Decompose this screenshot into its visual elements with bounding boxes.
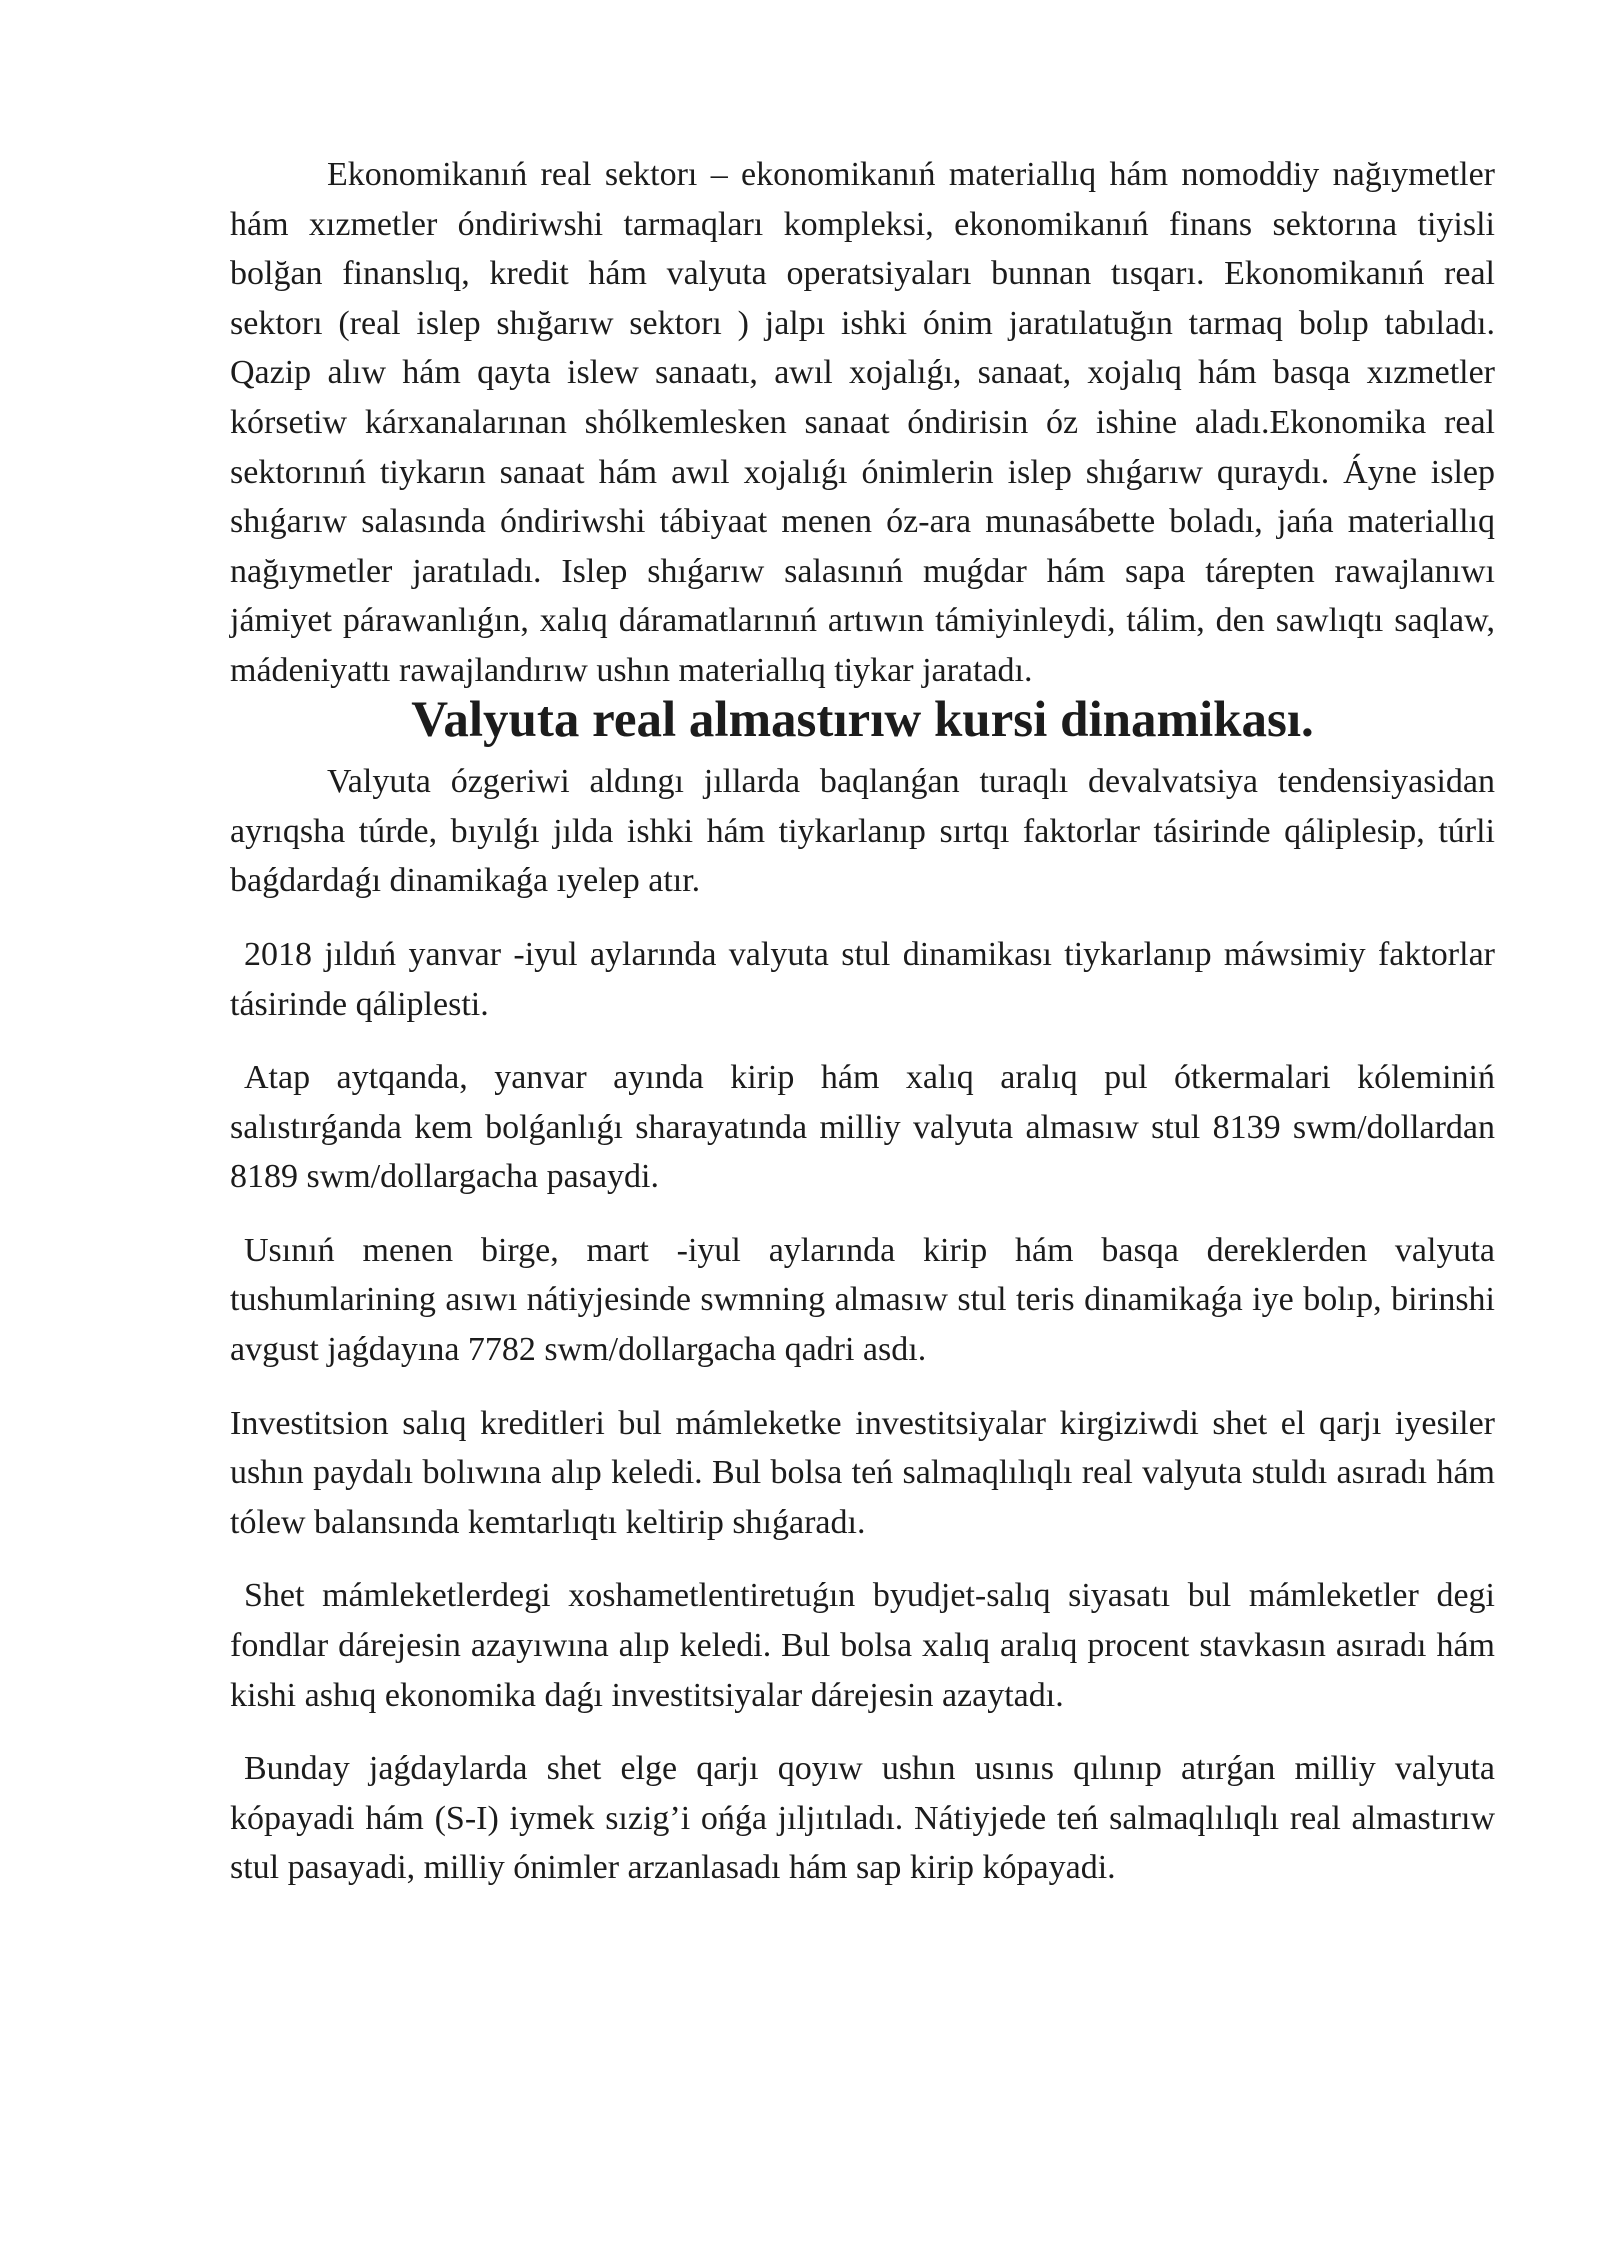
- paragraph-2018-dynamics: 2018 jıldıń yanvar -iyul aylarında valyuta stul dinamikası tiykarlanıp máwsimiy faktorlar tásirinde qáliplesti.: [230, 935, 1495, 1023]
- paragraph-real-sector: Ekonomikanıń real sektorı – ekonomikanıń materiallıq hám nomoddiy nağıymetler hám xızmetler óndiriwshi tarmaqları kompleksi, ekonomikanıń finans sektorına tiyisli bolğan finanslıq, kredit hám valyuta operatsiyaları bunnan tısqarı. Ekonomikanıń real sektorı (real islep shığarıw sektorı ) jalpı ishki ónim jaratılatuğın tarmaq bolıp tabıladı. Qazip alıw hám qayta islew sanaatı, awıl xojalıǵı, sanaat, xojalıq hám basqa xızmetler kórsetiw kárxanalarınan shólkemlesken sanaat óndirisin óz ishine aladı.Ekonomika real sektorınıń tiykarın sanaat hám awıl xojalıǵı ónimlerin islep shıǵarıw quraydı. Áyne islep shıǵarıw salasında óndiriwshi tábiyaat menen óz-ara munasábette boladı, jańa materiallıq nağıymetler jaratıladı. Islep shıǵarıw salasınıń muǵdar hám sapa tárepten rawajlanıwı jámiyet párawanlıǵın, xalıq dáramatlarınıń artıwın támiyinleydi, tálim, den sawlıqtı saqlaw, mádeniyattı rawajlandırıw ushın materiallıq tiykar jaratadı.: [230, 156, 1495, 689]
- paragraph-conclusion: Bunday jaǵdaylarda shet elge qarjı qoyıw ushın usınıs qılınıp atırǵan milliy valyuta kópayadi hám (S-I) iymek sızig’i ońǵa jıljıtıladı. Nátiyjede teń salmaqlılıqlı real almastırıw stul pasayadi, milliy ónimler arzanlasadı hám sap kirip kópayadi.: [230, 1750, 1495, 1887]
- paragraph-march-july: Usınıń menen birge, mart -iyul aylarında kirip hám basqa dereklerden valyuta tushumlarining asıwı nátiyjesinde swmning almasıw stul teris dinamikaǵa iye bolıp, birinshi avgust jaǵdayına 7782 swm/dollargacha qadri asdı.: [230, 1231, 1495, 1369]
- document-page: [230, 150, 1495, 1893]
- paragraph-january-rate: Atap aytqanda, yanvar ayında kirip hám xalıq aralıq pul ótkermalari kóleminiń salıstırǵanda kem bolǵanlıǵı sharayatında milliy valyuta almasıw stul 8139 swm/dollardan 8189 swm/dollargacha pasaydi.: [230, 1059, 1495, 1196]
- paragraph-fiscal-policy: Shet mámleketlerdegi xoshametlentiretuǵın byudjet-salıq siyasatı bul mámleketler degi fondlar dárejesin azayıwına alıp keledi. Bul bolsa xalıq aralıq procent stavkasın asıradı hám kishi ashıq ekonomika daǵı investitsiyalar dárejesin azaytadı.: [230, 1577, 1495, 1714]
- paragraph-currency-change: Valyuta ózgeriwi aldıngı jıllarda baqlanǵan turaqlı devalvatsiya tendensiyasidan ayrıqsha túrde, bıyılǵı jılda ishki hám tiykarlanıp sırtqı faktorlar tásirinde qáliplesip, túrli baǵdardaǵı dinamikaǵa ıyelep atır.: [230, 763, 1495, 900]
- paragraph-investment-credits: Investitsion salıq kreditleri bul mámleketke investitsiyalar kirgiziwdi shet el qarjı iyesiler ushın paydalı bolıwına alıp keledi. Bul bolsa teń salmaqlılıqlı real valyuta stuldı asıradı hám tólew balansında kemtarlıqtı keltirip shıǵaradı.: [230, 1404, 1495, 1541]
- section-heading: Valyuta real almastırıw kursi dinamikası.: [411, 691, 1314, 748]
